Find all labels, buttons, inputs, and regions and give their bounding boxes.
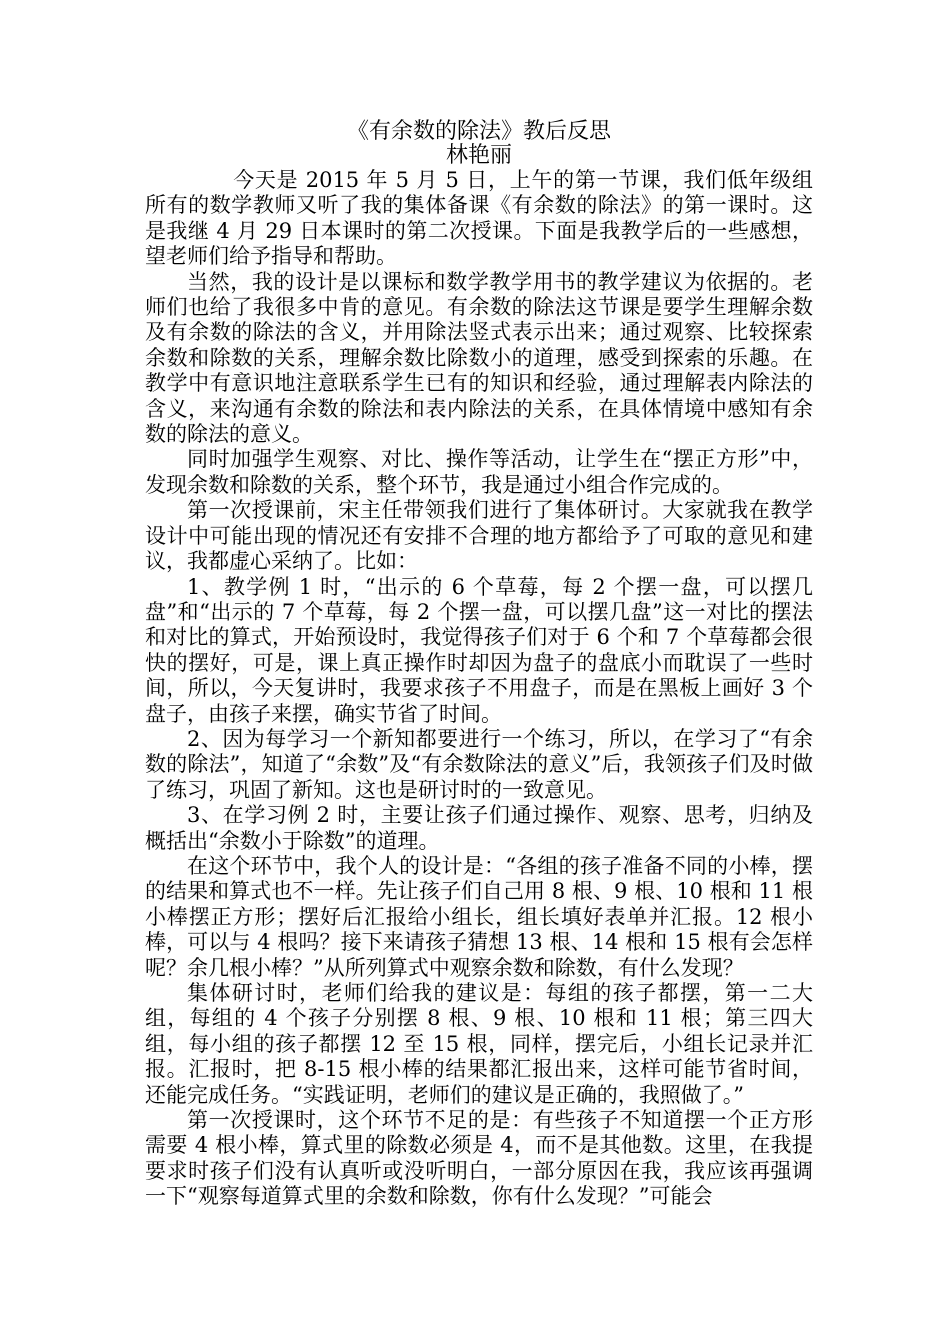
paragraph: 同时加强学生观察、对比、操作等活动，让学生在“摆正方形”中，发现余数和除数的关系，整个环节，我是通过小组合作完成的。 [145, 447, 813, 497]
document-title: 《有余数的除法》教后反思 [346, 119, 611, 144]
paragraph: 第一次授课时，这个环节不足的是：有些孩子不知道摆一个正方形需要 4 根小棒，算式里的除数必须是 4，而不是其他数。这里，在我提要求时孩子们没有认真听或没听明白，一部分原因在我，我应该再强调一下“观察每道算式里的余数和除数，你有什么发现？”可能会 [145, 1108, 813, 1209]
paragraph: 3、在学习例 2 时，主要让孩子们通过操作、观察、思考，归纳及概括出“余数小于除数”的道理。 [145, 803, 813, 853]
paragraph: 今天是 2015 年 5 月 5 日，上午的第一节课，我们低年级组所有的数学教师又听了我的集体备课《有余数的除法》的第一课时。这是我继 4 月 29 日本课时的第二次授课。下面是我教学后的一些感想，望老师们给予指导和帮助。 [145, 168, 813, 269]
paragraph: 在这个环节中，我个人的设计是：“各组的孩子准备不同的小棒，摆的结果和算式也不一样。先让孩子们自己用 8 根、9 根、10 根和 11 根小棒摆正方形；摆好后汇报给小组长，组长填好表单并汇报。12 根小棒，可以与 4 根吗？接下来请孩子猜想 13 根、14 根和 15 根有会怎样呢？余几根小棒？”从所列算式中观察余数和除数，有什么发现？ [145, 853, 813, 980]
paragraph: 集体研讨时，老师们给我的建议是：每组的孩子都摆，第一二大组，每组的 4 个孩子分别摆 8 根、9 根、10 根和 11 根；第三四大组，每小组的孩子都摆 12 至 15 根，同样，摆完后，小组长记录并汇报。汇报时，把 8-15 根小棒的结果都汇报出来，这样可能节省时间，还能完成任务。“实践证明，老师们的建议是正确的，我照做了。” [145, 981, 813, 1107]
paragraph: 第一次授课前，宋主任带领我们进行了集体研讨。大家就我在教学设计中可能出现的情况还有安排不合理的地方都给予了可取的意见和建议，我都虚心采纳了。比如： [145, 498, 813, 574]
document-author: 林艳丽 [445, 143, 512, 168]
document-body [145, 120, 813, 1210]
paragraph: 1、教学例 1 时，“出示的 6 个草莓，每 2 个摆一盘，可以摆几盘”和“出示的 7 个草莓，每 2 个摆一盘，可以摆几盘”这一对比的摆法和对比的算式，开始预设时，我觉得孩子们对于 6 个和 7 个草莓都会很快的摆好，可是，课上真正操作时却因为盘子的盘底小而耽误了一些时间，所以，今天复讲时，我要求孩子不用盘子，而是在黑板上画好 3 个盘子，由孩子来摆，确实节省了时间。 [145, 574, 813, 726]
paragraph: 2、因为每学习一个新知都要进行一个练习，所以，在学习了“有余数的除法”，知道了“余数”及“有余数除法的意义”后，我领孩子们及时做了练习，巩固了新知。这也是研讨时的一致意见。 [145, 726, 813, 802]
paragraph: 当然，我的设计是以课标和数学教学用书的教学建议为依据的。老师们也给了我很多中肯的意见。有余数的除法这节课是要学生理解余数及有余数的除法的含义，并用除法竖式表示出来；通过观察、比较探索余数和除数的关系，理解余数比除数小的道理，感受到探索的乐趣。在教学中有意识地注意联系学生已有的知识和经验，通过理解表内除法的含义，来沟通有余数的除法和表内除法的关系，在具体情境中感知有余数的除法的意义。 [145, 269, 813, 447]
